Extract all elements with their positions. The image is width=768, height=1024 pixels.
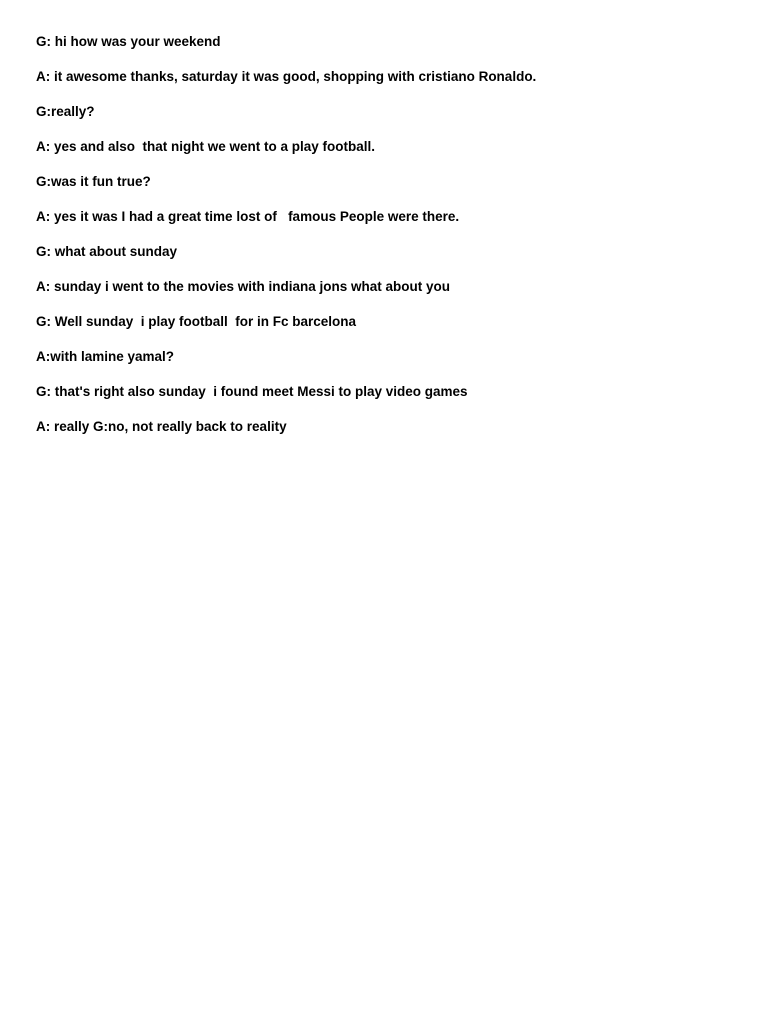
dialogue-line: G: that's right also sunday i found meet Messi to play video games [36,384,468,399]
dialogue-line: A: really G:no, not really back to reality [36,419,287,434]
dialogue-line: A: it awesome thanks, saturday it was good, shopping with cristiano Ronaldo. [36,69,537,84]
dialogue-line: G:was it fun true? [36,174,151,189]
dialogue-line: A: sunday i went to the movies with indiana jons what about you [36,279,451,294]
dialogue-line: G: what about sunday [36,244,178,259]
dialogue-line: G: Well sunday i play football for in Fc barcelona [36,314,357,329]
dialogue-line: A: yes and also that night we went to a play football. [36,139,376,154]
dialogue-transcript [36,33,736,453]
dialogue-line: G:really? [36,104,95,119]
dialogue-line: A: yes it was I had a great time lost of famous People were there. [36,209,460,224]
dialogue-line: A:with lamine yamal? [36,349,175,364]
dialogue-line: G: hi how was your weekend [36,34,221,49]
